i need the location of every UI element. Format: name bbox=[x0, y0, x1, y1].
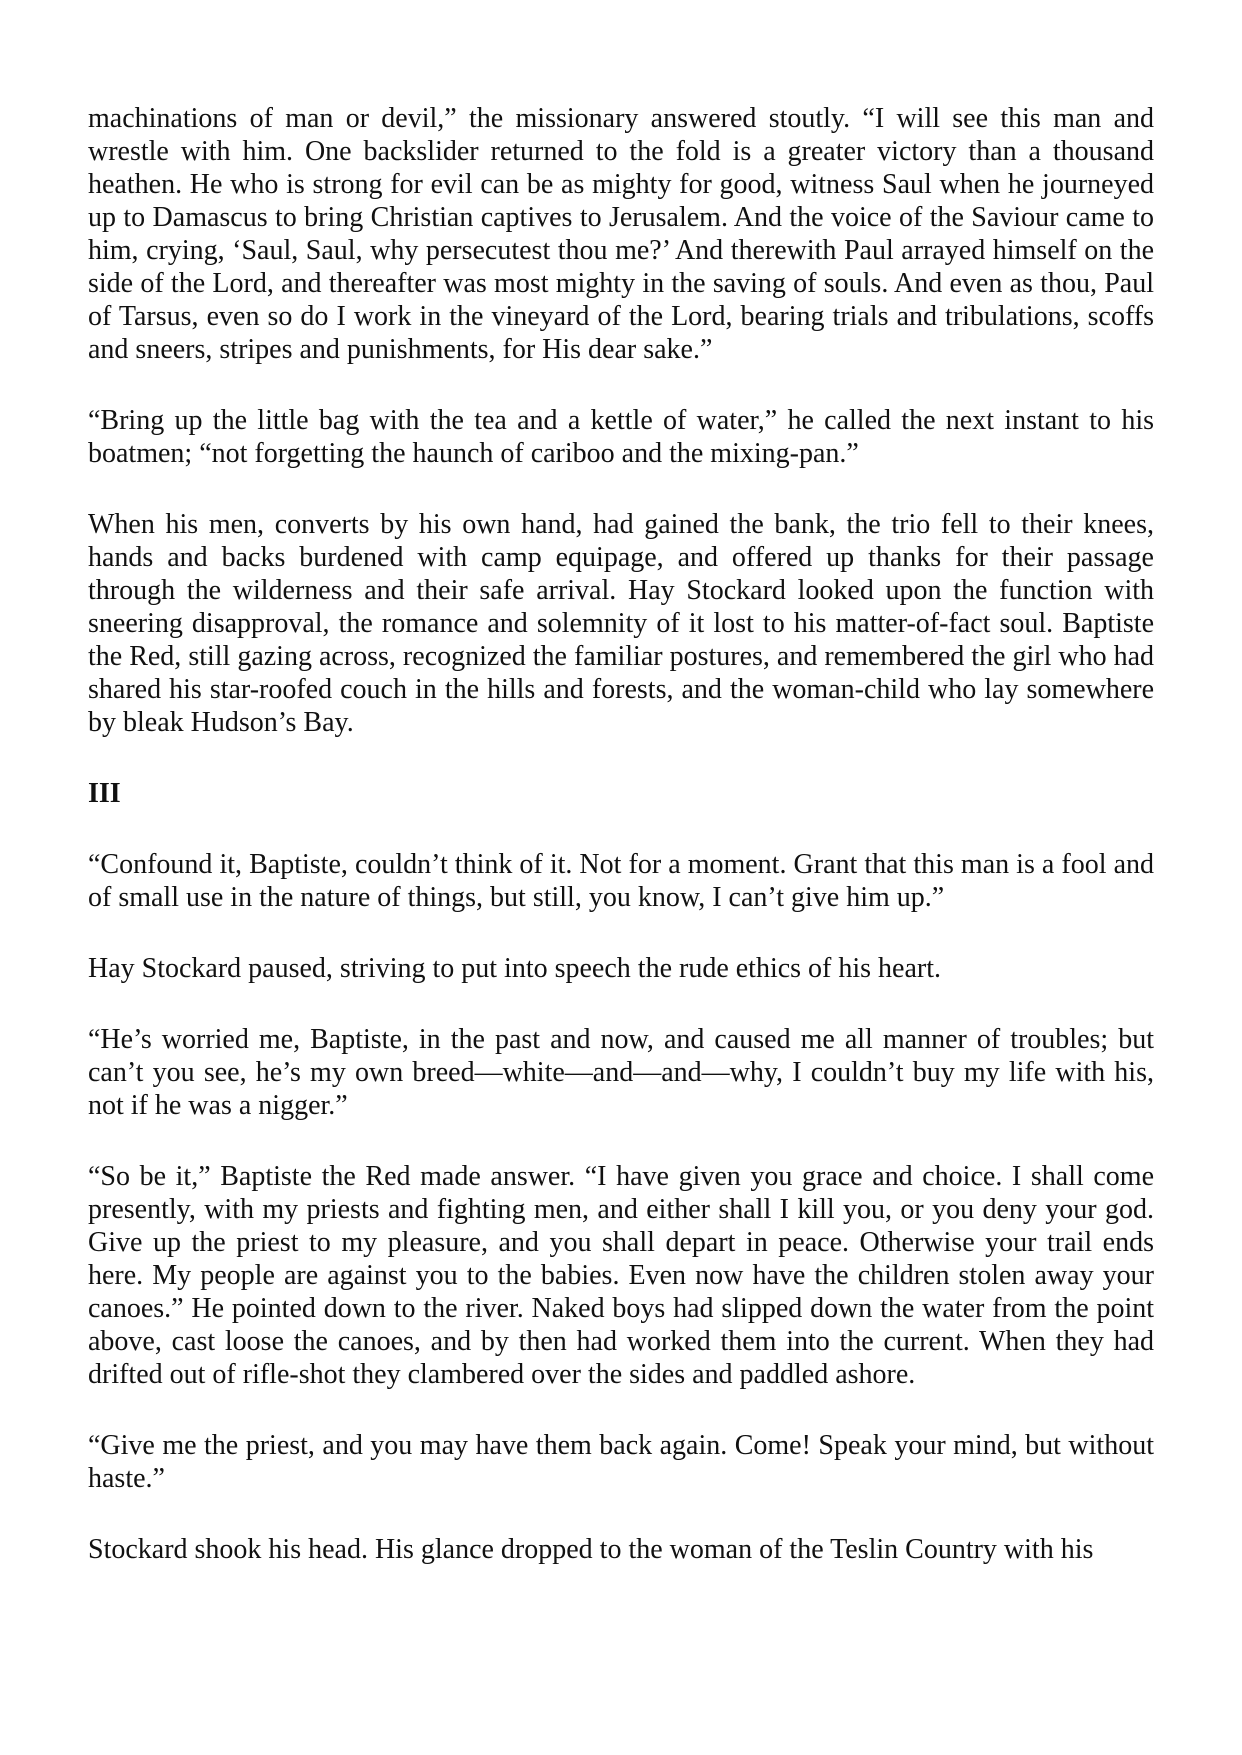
paragraph-give-me-priest: “Give me the priest, and you may have them back again. Come! Speak your mind, but without haste.” bbox=[88, 1430, 1154, 1494]
paragraph-so-be-it: “So be it,” Baptiste the Red made answer. “I have given you grace and choice. I shall come presently, with my priests and fighting men, and either shall I kill you, or you deny your god. Give up the priest to my pleasure, and you shall depart in peace. Otherwise your trail ends here. My people are against you to the babies. Even now have the children stolen away your canoes.” He pointed down to the river. Naked boys had slipped down the water from the point above, cast loose the canoes, and by then had worked them into the current. When they had drifted out of rifle-shot they clambered over the sides and paddled ashore. bbox=[88, 1161, 1154, 1390]
paragraph-converts-kneel: When his men, converts by his own hand, had gained the bank, the trio fell to their knees, hands and backs burdened with camp equipage, and offered up thanks for their passage through the wilderness and their safe arrival. Hay Stockard looked upon the function with sneering disapproval, the romance and solemnity of it lost to his matter-of-fact soul. Baptiste the Red, still gazing across, recognized the familiar postures, and remembered the girl who had shared his star-roofed couch in the hills and forests, and the woman-child who lay somewhere by bleak Hudson’s Bay. bbox=[88, 509, 1154, 738]
paragraph-bring-tea: “Bring up the little bag with the tea and a kettle of water,” he called the next instant to his boatmen; “not forgetting the haunch of cariboo and the mixing-pan.” bbox=[88, 405, 1154, 469]
paragraph-confound-it: “Confound it, Baptiste, couldn’t think of it. Not for a moment. Grant that this man is a fool and of small use in the nature of things, but still, you know, I can’t give him up.” bbox=[88, 849, 1154, 913]
paragraph-stockard-shook: Stockard shook his head. His glance dropped to the woman of the Teslin Country with his bbox=[88, 1534, 1094, 1565]
chapter-heading: III bbox=[88, 778, 121, 809]
paragraph-stockard-paused: Hay Stockard paused, striving to put into speech the rude ethics of his heart. bbox=[88, 953, 942, 984]
paragraph-own-breed: “He’s worried me, Baptiste, in the past and now, and caused me all manner of troubles; but can’t you see, he’s my own breed—white—and—and—why, I couldn’t buy my life with his, not if he was a nigger.” bbox=[88, 1024, 1154, 1121]
document-page bbox=[88, 102, 1154, 1604]
paragraph-missionary-answer: machinations of man or devil,” the missionary answered stoutly. “I will see this man and wrestle with him. One backslider returned to the fold is a greater victory than a thousand heathen. He who is strong for evil can be as mighty for good, witness Saul when he journeyed up to Damascus to bring Christian captives to Jerusalem. And the voice of the Saviour came to him, crying, ‘Saul, Saul, why persecutest thou me?’ And therewith Paul arrayed himself on the side of the Lord, and thereafter was most mighty in the saving of souls. And even as thou, Paul of Tarsus, even so do I work in the vineyard of the Lord, bearing trials and tribulations, scoffs and sneers, stripes and punishments, for His dear sake.” bbox=[88, 103, 1154, 365]
